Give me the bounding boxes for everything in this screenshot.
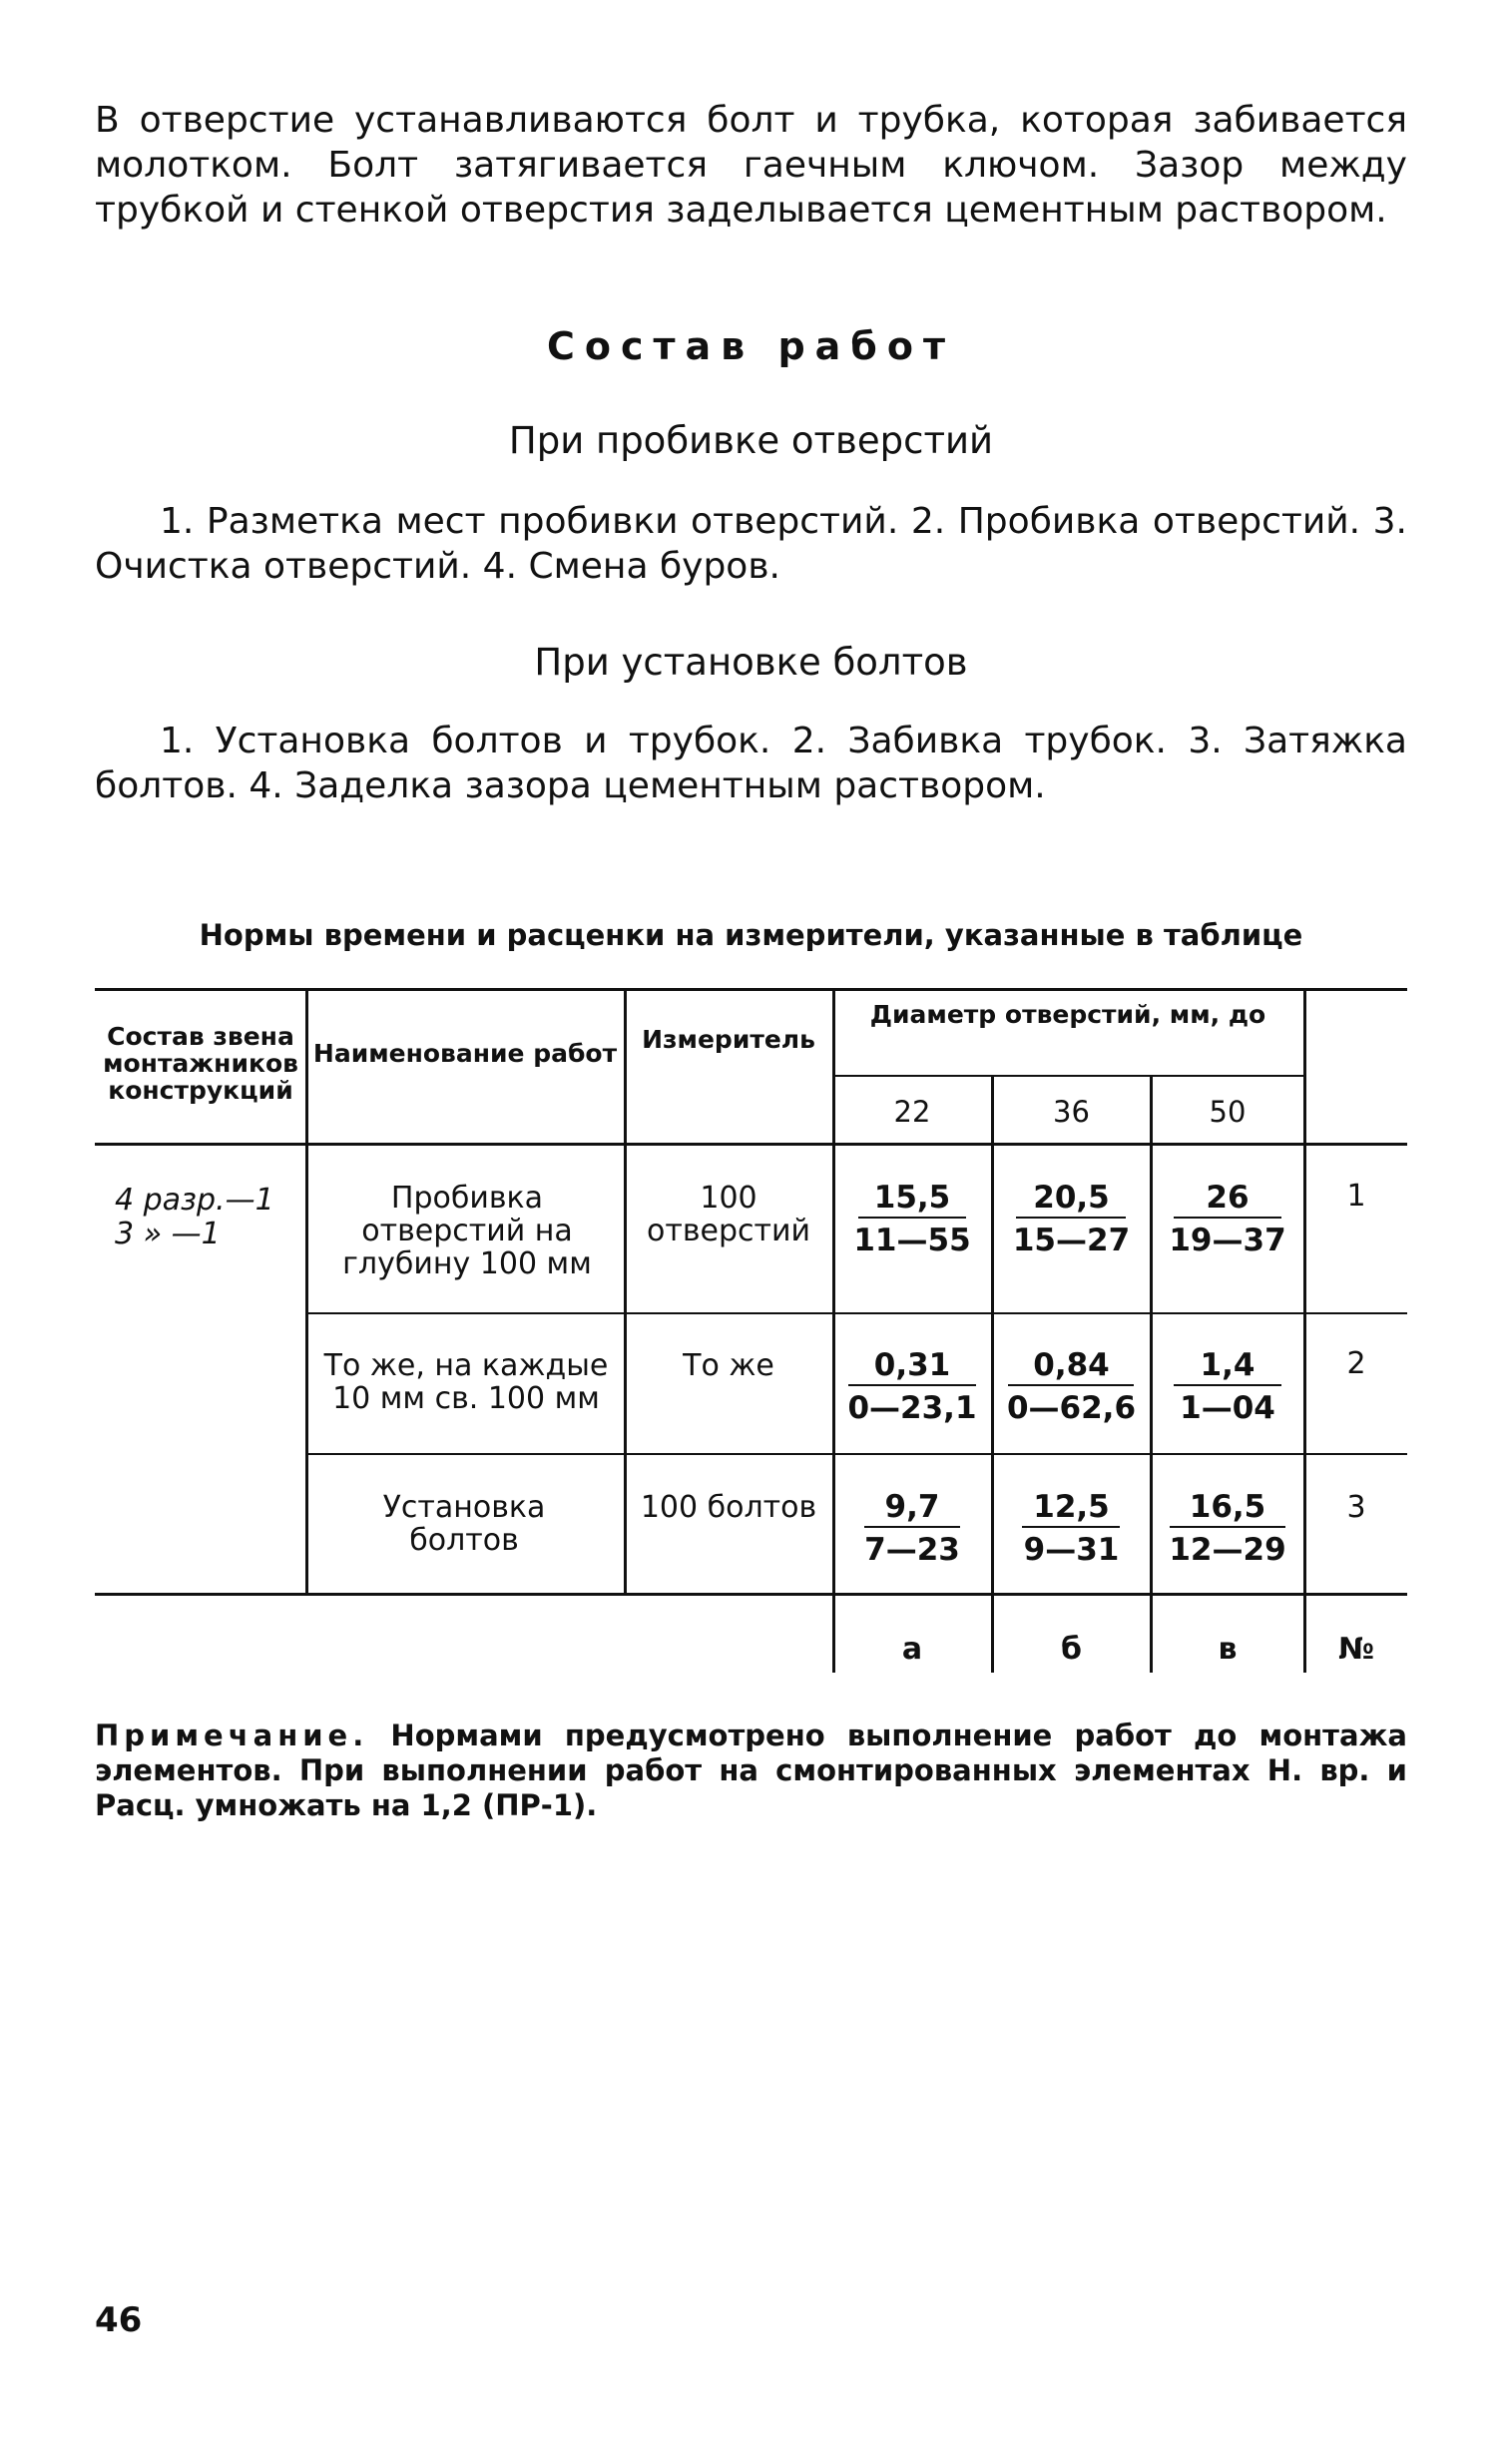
row3-d36-rate: 9—31 (1023, 1532, 1120, 1568)
row2-work: То же, на каждые 10 мм св. 100 мм (323, 1348, 609, 1416)
footer-col-c: в (1218, 1632, 1238, 1667)
crew-grade-4: 4 разр.—1 (115, 1183, 274, 1218)
header-crew: Состав звена монтажников конструкций (103, 1022, 298, 1105)
row3-work: Установка болтов (382, 1490, 546, 1558)
crew-grade-3: 3 » —1 (115, 1217, 221, 1251)
fraction-bar (1008, 1384, 1134, 1386)
row1-d50-rate: 19—37 (1169, 1223, 1286, 1258)
row1-d36-norm: 20,5 (1033, 1180, 1110, 1216)
bolt-steps: 1. Установка болтов и трубок. 2. Забивка трубок. 3. Затяжка болтов. 4. Заделка зазора цементным раствором. (95, 721, 1407, 806)
header-d36: 36 (1053, 1095, 1090, 1129)
row1-number: 1 (1346, 1179, 1366, 1214)
col-divider-1 (305, 988, 308, 1595)
row2-number: 2 (1346, 1346, 1366, 1381)
row2-d50-rate: 1—04 (1180, 1390, 1275, 1426)
row3-d36-norm: 12,5 (1033, 1489, 1110, 1525)
row1-d36-rate: 15—27 (1012, 1223, 1131, 1258)
subheading-bolts: При установке болтов (534, 641, 968, 684)
header-work: Наименование работ (312, 1039, 618, 1068)
header-d50: 50 (1209, 1095, 1247, 1129)
row2-d50-norm: 1,4 (1200, 1347, 1256, 1383)
table-top-rule (95, 988, 1407, 991)
col-divider-6 (1303, 988, 1306, 1673)
col-divider-2 (624, 988, 627, 1595)
row1-d50-norm: 26 (1206, 1180, 1250, 1216)
row2-d22-rate: 0—23,1 (847, 1390, 977, 1426)
header-diameter: Диаметр отверстий, мм, до (869, 1000, 1266, 1029)
diameter-header-rule (833, 1075, 1304, 1077)
row3-d22-rate: 7—23 (864, 1532, 960, 1568)
row2-d36-rate: 0—62,6 (1006, 1390, 1137, 1426)
row3-number: 3 (1346, 1490, 1366, 1525)
row1-d22-rate: 11—55 (853, 1223, 971, 1258)
fraction-bar (1022, 1526, 1120, 1528)
row1-unit: 100 отверстий (647, 1181, 810, 1248)
fraction-bar (848, 1384, 976, 1386)
header-bottom-rule (95, 1143, 1407, 1146)
header-unit: Измеритель (642, 1025, 815, 1054)
section-title: Состав работ (547, 324, 955, 368)
fraction-bar (864, 1526, 960, 1528)
fraction-bar (1174, 1384, 1281, 1386)
row2-rule (307, 1453, 1407, 1455)
row1-work: Пробивка отверстий на глубину 100 мм (342, 1181, 592, 1281)
row2-unit: То же (683, 1348, 774, 1383)
row2-d36-norm: 0,84 (1033, 1347, 1110, 1383)
header-d22: 22 (893, 1095, 931, 1129)
footer-col-b: б (1061, 1632, 1082, 1667)
row3-d22-norm: 9,7 (884, 1489, 940, 1525)
fraction-bar (858, 1217, 966, 1219)
body-bottom-rule (95, 1593, 1407, 1596)
row1-d22-norm: 15,5 (873, 1180, 951, 1216)
footer-col-a: а (901, 1632, 923, 1667)
row2-d22-norm: 0,31 (873, 1347, 951, 1383)
punching-steps: 1. Разметка мест пробивки отверстий. 2. Пробивка отверстий. 3. Очистка отверстий. 4. Смена буров. (95, 501, 1407, 587)
page-number: 46 (95, 2300, 143, 2340)
row1-rule (307, 1312, 1407, 1314)
table-title: Нормы времени и расценки на измерители, указанные в таблице (199, 918, 1303, 952)
note-text: Нормами предусмотрено выполнение работ до монтажа элементов. При выполнении работ на смонтированных элементах Н. вр. и Расц. умножать на 1,2 (ПР-1). (95, 1719, 1407, 1822)
intro-paragraph: В отверстие устанавливаются болт и трубка, которая забивается молотком. Болт затягивается гаечным ключом. Зазор между трубкой и стенкой отверстия заделывается цементным раствором. (95, 100, 1407, 231)
note (95, 1719, 1407, 1823)
subheading-punching: При пробивке отверстий (508, 419, 994, 462)
footer-col-no: № (1337, 1632, 1375, 1667)
fraction-bar (1170, 1526, 1285, 1528)
row3-d50-norm: 16,5 (1189, 1489, 1266, 1525)
row3-unit: 100 болтов (640, 1490, 817, 1525)
fraction-bar (1016, 1217, 1126, 1219)
col-divider-3 (832, 988, 835, 1673)
fraction-bar (1174, 1217, 1281, 1219)
note-label: Примечание. (95, 1719, 369, 1752)
row3-d50-rate: 12—29 (1169, 1532, 1286, 1568)
